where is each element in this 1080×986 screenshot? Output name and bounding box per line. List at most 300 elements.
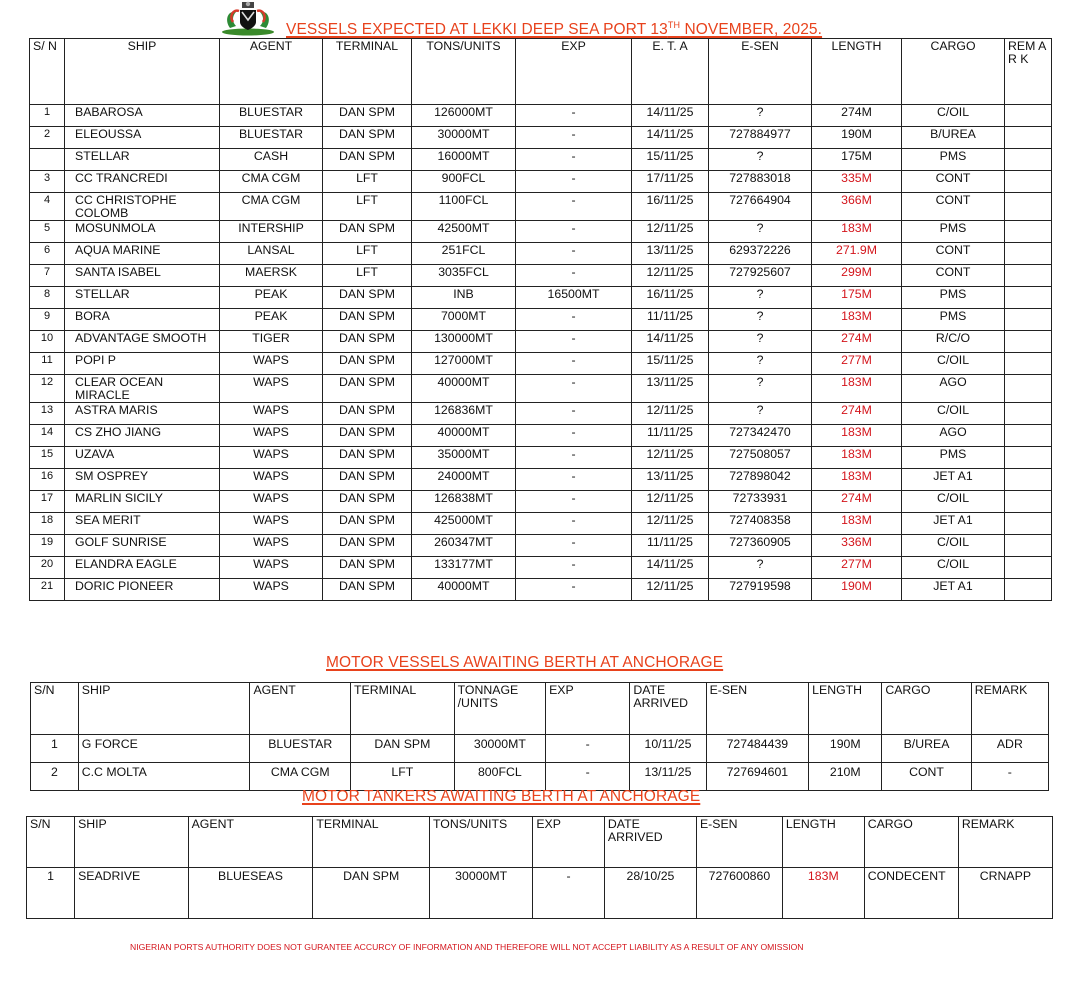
cargo-cell: CONDECENT: [864, 868, 958, 919]
cargo-cell: CONT: [902, 243, 1005, 265]
eta-cell: 12/11/25: [632, 447, 709, 469]
terminal-cell: DAN SPM: [323, 469, 412, 491]
tons-units-cell: 40000MT: [412, 425, 516, 447]
ship-name-cell: ASTRA MARIS: [65, 403, 220, 425]
column-header: AGENT: [250, 683, 351, 735]
tons-units-cell: INB: [412, 287, 516, 309]
agent-cell: CASH: [220, 149, 323, 171]
serial-number-cell: 17: [30, 491, 65, 513]
length-cell: 274M: [812, 491, 902, 513]
ship-name-cell: BABAROSA: [65, 105, 220, 127]
column-header: EXP: [533, 817, 605, 868]
tons-units-cell: 900FCL: [412, 171, 516, 193]
length-cell: 190M: [809, 735, 882, 763]
terminal-cell: DAN SPM: [323, 353, 412, 375]
e-sen-cell: ?: [709, 149, 812, 171]
terminal-cell: LFT: [323, 243, 412, 265]
remark-cell: [1005, 171, 1052, 193]
exp-cell: -: [516, 447, 632, 469]
ship-name-cell: CLEAR OCEAN MIRACLE: [65, 375, 220, 403]
column-header: EXP: [546, 683, 630, 735]
terminal-cell: DAN SPM: [323, 491, 412, 513]
column-header: E. T. A: [632, 39, 709, 105]
ship-name-cell: ELANDRA EAGLE: [65, 557, 220, 579]
ship-name-cell: CC CHRISTOPHE COLOMB: [65, 193, 220, 221]
tons-units-cell: 40000MT: [412, 579, 516, 601]
exp-cell: -: [516, 579, 632, 601]
e-sen-cell: 727342470: [709, 425, 812, 447]
agent-cell: WAPS: [220, 375, 323, 403]
length-cell: 274M: [812, 403, 902, 425]
remark-cell: [1005, 221, 1052, 243]
remark-cell: [1005, 243, 1052, 265]
column-header: TERMINAL: [313, 817, 430, 868]
remark-cell: [1005, 375, 1052, 403]
e-sen-cell: 727898042: [709, 469, 812, 491]
terminal-cell: DAN SPM: [323, 331, 412, 353]
serial-number-cell: 8: [30, 287, 65, 309]
table-row: [30, 375, 1052, 403]
cargo-cell: PMS: [902, 447, 1005, 469]
serial-number-cell: 15: [30, 447, 65, 469]
eta-cell: 12/11/25: [632, 513, 709, 535]
cargo-cell: AGO: [902, 375, 1005, 403]
remark-cell: [1005, 309, 1052, 331]
serial-number-cell: 2: [30, 127, 65, 149]
ship-name-cell: CC TRANCREDI: [65, 171, 220, 193]
ship-name-cell: STELLAR: [65, 149, 220, 171]
agent-cell: WAPS: [220, 557, 323, 579]
terminal-cell: DAN SPM: [323, 149, 412, 171]
terminal-cell: DAN SPM: [323, 221, 412, 243]
serial-number-cell: 1: [27, 868, 75, 919]
column-header: TONS/UNITS: [430, 817, 533, 868]
remark-cell: [1005, 447, 1052, 469]
tons-units-cell: 126838MT: [412, 491, 516, 513]
ship-name-cell: G FORCE: [78, 735, 250, 763]
column-header: CARGO: [864, 817, 958, 868]
e-sen-cell: ?: [709, 375, 812, 403]
remark-cell: [1005, 579, 1052, 601]
exp-cell: -: [546, 735, 630, 763]
table-row: [30, 403, 1052, 425]
ship-name-cell: AQUA MARINE: [65, 243, 220, 265]
agent-cell: MAERSK: [220, 265, 323, 287]
length-cell: 277M: [812, 353, 902, 375]
page-title: [286, 20, 822, 39]
e-sen-cell: 727884977: [709, 127, 812, 149]
e-sen-cell: 629372226: [709, 243, 812, 265]
serial-number-cell: 1: [30, 105, 65, 127]
e-sen-cell: 727600860: [696, 868, 782, 919]
table-row: [30, 557, 1052, 579]
exp-cell: -: [516, 491, 632, 513]
tons-units-cell: 16000MT: [412, 149, 516, 171]
remark-cell: [1005, 469, 1052, 491]
table-header-row: [27, 817, 1053, 868]
e-sen-cell: ?: [709, 403, 812, 425]
e-sen-cell: ?: [709, 221, 812, 243]
agent-cell: CMA CGM: [220, 171, 323, 193]
serial-number-cell: 21: [30, 579, 65, 601]
remark-cell: [1005, 265, 1052, 287]
column-header: SHIP: [65, 39, 220, 105]
length-cell: 183M: [812, 447, 902, 469]
column-header: S/N: [31, 683, 79, 735]
eta-cell: 13/11/25: [632, 243, 709, 265]
cargo-cell: C/OIL: [902, 557, 1005, 579]
serial-number-cell: 2: [31, 763, 79, 791]
tons-units-cell: 30000MT: [430, 868, 533, 919]
tons-units-cell: 130000MT: [412, 331, 516, 353]
length-cell: 190M: [812, 579, 902, 601]
length-cell: 271.9M: [812, 243, 902, 265]
length-cell: 183M: [812, 309, 902, 331]
exp-cell: -: [516, 353, 632, 375]
column-header: AGENT: [220, 39, 323, 105]
e-sen-cell: 727919598: [709, 579, 812, 601]
cargo-cell: CONT: [882, 763, 971, 791]
ship-name-cell: STELLAR: [65, 287, 220, 309]
column-header: S/ N: [30, 39, 65, 105]
terminal-cell: LFT: [323, 171, 412, 193]
cargo-cell: R/C/O: [902, 331, 1005, 353]
eta-cell: 11/11/25: [632, 535, 709, 557]
remark-cell: CRNAPP: [958, 868, 1052, 919]
cargo-cell: PMS: [902, 221, 1005, 243]
cargo-cell: PMS: [902, 287, 1005, 309]
eta-cell: 14/11/25: [632, 331, 709, 353]
column-header: SHIP: [75, 817, 189, 868]
agent-cell: BLUESTAR: [220, 105, 323, 127]
table-row: [30, 353, 1052, 375]
tons-units-cell: 24000MT: [412, 469, 516, 491]
cargo-cell: C/OIL: [902, 105, 1005, 127]
date-arrived-cell: 28/10/25: [604, 868, 696, 919]
agent-cell: PEAK: [220, 309, 323, 331]
cargo-cell: C/OIL: [902, 353, 1005, 375]
exp-cell: -: [516, 375, 632, 403]
tons-units-cell: 40000MT: [412, 375, 516, 403]
ship-name-cell: POPI P: [65, 353, 220, 375]
column-header: LENGTH: [782, 817, 864, 868]
motor-tankers-title: MOTOR TANKERS AWAITING BERTH AT ANCHORAGE: [302, 788, 701, 805]
eta-cell: 11/11/25: [632, 309, 709, 331]
length-cell: 183M: [812, 425, 902, 447]
remark-cell: [1005, 331, 1052, 353]
cargo-cell: CONT: [902, 265, 1005, 287]
column-header: TONNAGE /UNITS: [454, 683, 545, 735]
remark-cell: [1005, 105, 1052, 127]
exp-cell: -: [546, 763, 630, 791]
tons-units-cell: 30000MT: [454, 735, 545, 763]
serial-number-cell: 11: [30, 353, 65, 375]
e-sen-cell: 727360905: [709, 535, 812, 557]
remark-cell: [1005, 353, 1052, 375]
column-header: DATE ARRIVED: [630, 683, 706, 735]
serial-number-cell: 16: [30, 469, 65, 491]
ship-name-cell: SEADRIVE: [75, 868, 189, 919]
length-cell: 274M: [812, 105, 902, 127]
e-sen-cell: 727484439: [706, 735, 809, 763]
eta-cell: 15/11/25: [632, 149, 709, 171]
ship-name-cell: SM OSPREY: [65, 469, 220, 491]
disclaimer-text: NIGERIAN PORTS AUTHORITY DOES NOT GURANTEE ACCURCY OF INFORMATION AND THEREFORE WILL NOT ACCEPT LIABILITY AS A RESULT OF ANY OMISSION: [130, 942, 804, 952]
tons-units-cell: 800FCL: [454, 763, 545, 791]
terminal-cell: DAN SPM: [323, 447, 412, 469]
agent-cell: PEAK: [220, 287, 323, 309]
cargo-cell: C/OIL: [902, 403, 1005, 425]
remark-cell: [1005, 287, 1052, 309]
cargo-cell: JET A1: [902, 469, 1005, 491]
remark-cell: [1005, 127, 1052, 149]
ship-name-cell: MOSUNMOLA: [65, 221, 220, 243]
title-text: VESSELS EXPECTED AT LEKKI DEEP SEA PORT 13: [286, 21, 668, 39]
eta-cell: 12/11/25: [632, 221, 709, 243]
exp-cell: -: [516, 331, 632, 353]
agent-cell: CMA CGM: [250, 763, 351, 791]
serial-number-cell: 20: [30, 557, 65, 579]
tons-units-cell: 1100FCL: [412, 193, 516, 221]
serial-number-cell: 4: [30, 193, 65, 221]
table-row: [27, 868, 1053, 919]
serial-number-cell: 1: [31, 735, 79, 763]
table-row: [30, 149, 1052, 171]
tons-units-cell: 126000MT: [412, 105, 516, 127]
length-cell: 299M: [812, 265, 902, 287]
column-header: S/N: [27, 817, 75, 868]
exp-cell: -: [516, 309, 632, 331]
title-date: NOVEMBER, 2025.: [680, 21, 823, 39]
eta-cell: 14/11/25: [632, 127, 709, 149]
title-superscript: TH: [667, 20, 681, 30]
table-row: [30, 105, 1052, 127]
agent-cell: INTERSHIP: [220, 221, 323, 243]
table-header-row: [31, 683, 1049, 735]
terminal-cell: DAN SPM: [323, 425, 412, 447]
exp-cell: -: [516, 513, 632, 535]
remark-cell: ADR: [971, 735, 1048, 763]
e-sen-cell: ?: [709, 105, 812, 127]
agent-cell: WAPS: [220, 579, 323, 601]
length-cell: 183M: [782, 868, 864, 919]
cargo-cell: PMS: [902, 149, 1005, 171]
table-row: [31, 735, 1049, 763]
length-cell: 366M: [812, 193, 902, 221]
serial-number-cell: 6: [30, 243, 65, 265]
column-header: AGENT: [188, 817, 313, 868]
column-header: E-SEN: [709, 39, 812, 105]
agent-cell: BLUESTAR: [250, 735, 351, 763]
table-row: [30, 221, 1052, 243]
npa-logo-icon: [220, 0, 276, 36]
exp-cell: -: [516, 535, 632, 557]
exp-cell: -: [533, 868, 605, 919]
cargo-cell: CONT: [902, 193, 1005, 221]
column-header: EXP: [516, 39, 632, 105]
tons-units-cell: 126836MT: [412, 403, 516, 425]
table-row: [30, 265, 1052, 287]
motor-vessels-table: [30, 682, 1049, 791]
serial-number-cell: 14: [30, 425, 65, 447]
e-sen-cell: 727883018: [709, 171, 812, 193]
ship-name-cell: MARLIN SICILY: [65, 491, 220, 513]
column-header: CARGO: [882, 683, 971, 735]
length-cell: 335M: [812, 171, 902, 193]
column-header: REMARK: [958, 817, 1052, 868]
e-sen-cell: 727508057: [709, 447, 812, 469]
agent-cell: WAPS: [220, 425, 323, 447]
eta-cell: 11/11/25: [632, 425, 709, 447]
exp-cell: -: [516, 127, 632, 149]
eta-cell: 16/11/25: [632, 193, 709, 221]
column-header: TERMINAL: [323, 39, 412, 105]
remark-cell: [1005, 535, 1052, 557]
table-row: [30, 127, 1052, 149]
exp-cell: -: [516, 171, 632, 193]
serial-number-cell: 3: [30, 171, 65, 193]
agent-cell: WAPS: [220, 403, 323, 425]
eta-cell: 12/11/25: [632, 265, 709, 287]
exp-cell: -: [516, 105, 632, 127]
terminal-cell: DAN SPM: [323, 557, 412, 579]
table-row: [30, 193, 1052, 221]
agent-cell: WAPS: [220, 535, 323, 557]
table-row: [30, 309, 1052, 331]
cargo-cell: PMS: [902, 309, 1005, 331]
tons-units-cell: 425000MT: [412, 513, 516, 535]
exp-cell: -: [516, 557, 632, 579]
tons-units-cell: 251FCL: [412, 243, 516, 265]
exp-cell: -: [516, 243, 632, 265]
ship-name-cell: DORIC PIONEER: [65, 579, 220, 601]
cargo-cell: JET A1: [902, 579, 1005, 601]
cargo-cell: CONT: [902, 171, 1005, 193]
eta-cell: 16/11/25: [632, 287, 709, 309]
motor-vessels-title: MOTOR VESSELS AWAITING BERTH AT ANCHORAGE: [326, 654, 724, 671]
length-cell: 336M: [812, 535, 902, 557]
motor-tankers-table: [26, 816, 1053, 919]
eta-cell: 13/11/25: [632, 469, 709, 491]
tons-units-cell: 42500MT: [412, 221, 516, 243]
length-cell: 274M: [812, 331, 902, 353]
column-header: E-SEN: [706, 683, 809, 735]
table-row: [30, 491, 1052, 513]
e-sen-cell: 727694601: [706, 763, 809, 791]
remark-cell: [1005, 425, 1052, 447]
column-header: REMARK: [971, 683, 1048, 735]
serial-number-cell: 19: [30, 535, 65, 557]
exp-cell: -: [516, 265, 632, 287]
length-cell: 175M: [812, 287, 902, 309]
cargo-cell: AGO: [902, 425, 1005, 447]
remark-cell: [1005, 513, 1052, 535]
length-cell: 183M: [812, 469, 902, 491]
table-header-row: [30, 39, 1052, 105]
table-row: [30, 331, 1052, 353]
serial-number-cell: 13: [30, 403, 65, 425]
table-row: [30, 447, 1052, 469]
column-header: LENGTH: [809, 683, 882, 735]
ship-name-cell: GOLF SUNRISE: [65, 535, 220, 557]
cargo-cell: B/UREA: [902, 127, 1005, 149]
column-header: SHIP: [78, 683, 250, 735]
tons-units-cell: 260347MT: [412, 535, 516, 557]
ship-name-cell: SANTA ISABEL: [65, 265, 220, 287]
exp-cell: -: [516, 149, 632, 171]
exp-cell: 16500MT: [516, 287, 632, 309]
column-header: REM A R K: [1005, 39, 1052, 105]
table-row: [30, 425, 1052, 447]
remark-cell: [1005, 491, 1052, 513]
eta-cell: 14/11/25: [632, 105, 709, 127]
terminal-cell: DAN SPM: [323, 309, 412, 331]
eta-cell: 12/11/25: [632, 403, 709, 425]
remark-cell: -: [971, 763, 1048, 791]
length-cell: 190M: [812, 127, 902, 149]
length-cell: 183M: [812, 221, 902, 243]
serial-number-cell: [30, 149, 65, 171]
ship-name-cell: BORA: [65, 309, 220, 331]
table-row: [30, 535, 1052, 557]
ship-name-cell: CS ZHO JIANG: [65, 425, 220, 447]
column-header: DATE ARRIVED: [604, 817, 696, 868]
terminal-cell: DAN SPM: [323, 579, 412, 601]
table-row: [30, 171, 1052, 193]
column-header: TONS/UNITS: [412, 39, 516, 105]
remark-cell: [1005, 403, 1052, 425]
tons-units-cell: 35000MT: [412, 447, 516, 469]
e-sen-cell: ?: [709, 331, 812, 353]
table-row: [30, 513, 1052, 535]
agent-cell: WAPS: [220, 513, 323, 535]
terminal-cell: DAN SPM: [323, 535, 412, 557]
serial-number-cell: 5: [30, 221, 65, 243]
e-sen-cell: 727925607: [709, 265, 812, 287]
terminal-cell: DAN SPM: [323, 287, 412, 309]
ship-name-cell: C.C MOLTA: [78, 763, 250, 791]
ship-name-cell: UZAVA: [65, 447, 220, 469]
agent-cell: CMA CGM: [220, 193, 323, 221]
exp-cell: -: [516, 193, 632, 221]
column-header: CARGO: [902, 39, 1005, 105]
eta-cell: 14/11/25: [632, 557, 709, 579]
table-row: [30, 579, 1052, 601]
serial-number-cell: 9: [30, 309, 65, 331]
length-cell: 277M: [812, 557, 902, 579]
expected-vessels-table: [29, 38, 1052, 601]
cargo-cell: JET A1: [902, 513, 1005, 535]
length-cell: 183M: [812, 513, 902, 535]
serial-number-cell: 7: [30, 265, 65, 287]
exp-cell: -: [516, 221, 632, 243]
eta-cell: 15/11/25: [632, 353, 709, 375]
exp-cell: -: [516, 469, 632, 491]
tons-units-cell: 3035FCL: [412, 265, 516, 287]
agent-cell: LANSAL: [220, 243, 323, 265]
column-header: TERMINAL: [351, 683, 455, 735]
table-row: [30, 243, 1052, 265]
ship-name-cell: ELEOUSSA: [65, 127, 220, 149]
e-sen-cell: 727664904: [709, 193, 812, 221]
table-row: [31, 763, 1049, 791]
serial-number-cell: 10: [30, 331, 65, 353]
length-cell: 175M: [812, 149, 902, 171]
exp-cell: -: [516, 425, 632, 447]
ship-name-cell: SEA MERIT: [65, 513, 220, 535]
date-arrived-cell: 10/11/25: [630, 735, 706, 763]
serial-number-cell: 12: [30, 375, 65, 403]
